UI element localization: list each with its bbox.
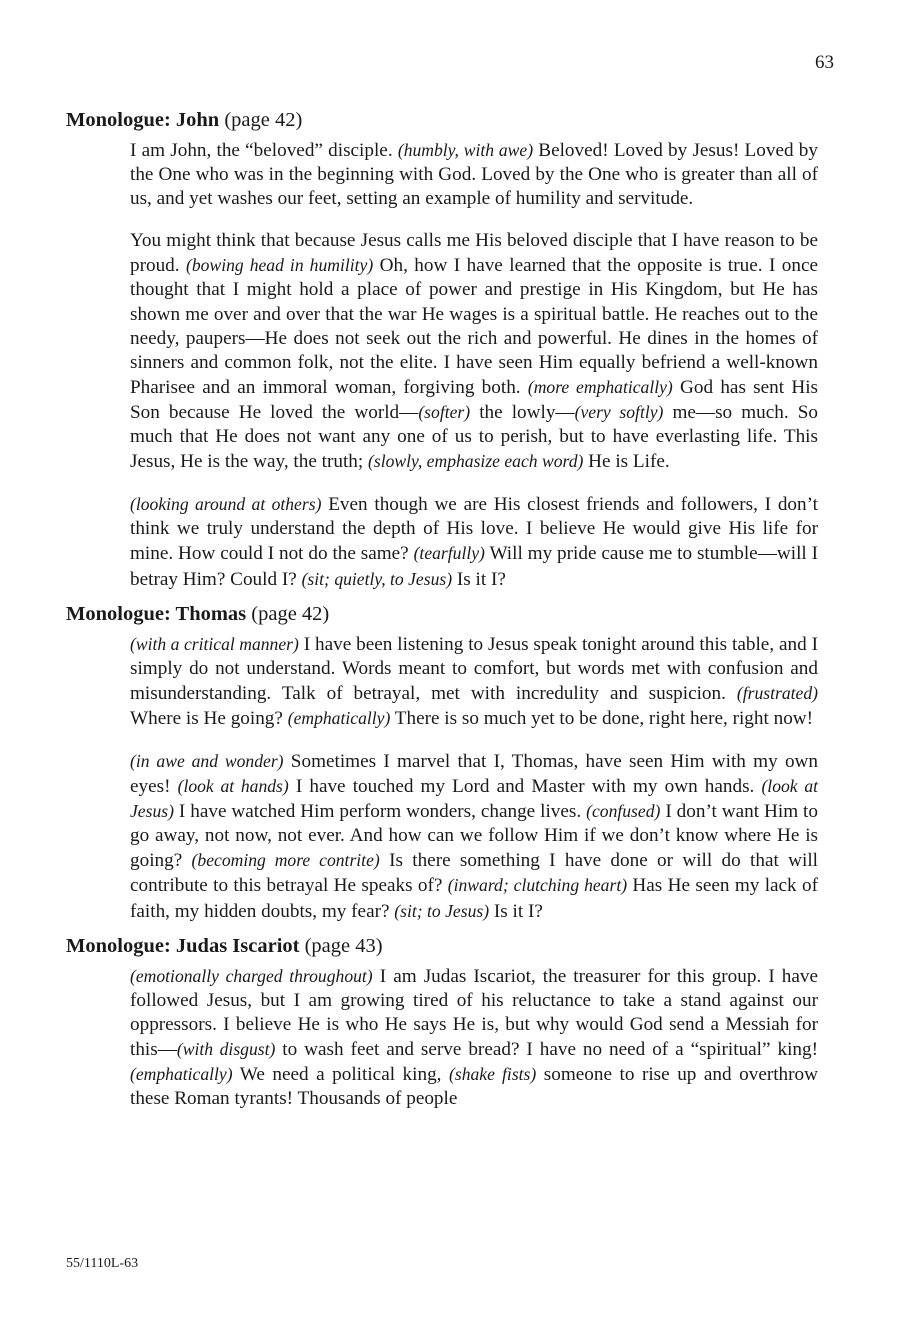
spoken-text: Is there something I have done or will do that will contribute to this betrayal He speaks of? bbox=[130, 850, 818, 897]
monologue-paragraph bbox=[130, 964, 818, 1112]
spoken-text: Will my pride cause me to stumble—will I betray Him? Could I? bbox=[130, 543, 819, 590]
monologue-content bbox=[66, 108, 820, 1121]
spoken-text: Has He seen my lack of faith, my hidden doubts, my fear? bbox=[130, 875, 818, 922]
stage-direction: (bowing head in humility) bbox=[186, 255, 374, 276]
spoken-text: I don’t want Him to go away, not now, not ever. And how can we follow Him if we don’t know where He is going? bbox=[130, 801, 818, 872]
spoken-text: There is so much yet to be done, right here, right now! bbox=[390, 707, 814, 729]
spoken-text: I have watched Him perform wonders, change lives. bbox=[173, 801, 587, 823]
spoken-text: I have been listening to Jesus speak tonight around this table, and I simply do not understand. Words meant to comfort, but words met with confusion and misunderstanding. Talk of betrayal, met with incredulity and suspicion. bbox=[130, 633, 818, 704]
stage-direction: (confused) bbox=[586, 801, 661, 822]
stage-direction: (tearfully) bbox=[413, 543, 485, 564]
stage-direction: (with disgust) bbox=[176, 1038, 276, 1059]
spoken-text: Even though we are His closest friends and followers, I don’t think we truly understand the depth of His love. I believe He would give His life for mine. How could I not do the same? bbox=[130, 494, 818, 565]
monologue-paragraph bbox=[130, 138, 818, 211]
spoken-text: Oh, how I have learned that the opposite is true. I once thought that I might hold a place of power and prestige in His Kingdom, but He has shown me over and over that the war He wages is a spiritual battle. He reaches out to the needy, paupers—He does not seek out the rich and powerful. He dines in the homes of sinners and common folk, not the elite. I have seen Him equally befriend a well-known Pharisee and an immoral woman, forgiving both. bbox=[130, 255, 818, 398]
stage-direction: (sit; quietly, to Jesus) bbox=[301, 568, 453, 589]
stage-direction: (with a critical manner) bbox=[130, 633, 299, 654]
monologue-character-name: Monologue: John bbox=[66, 109, 220, 131]
stage-direction: (look at hands) bbox=[177, 776, 289, 797]
spoken-text: someone to rise up and overthrow these Roman tyrants! Thousands of people bbox=[130, 1064, 818, 1110]
stage-direction: (emotionally charged throughout) bbox=[130, 965, 373, 986]
stage-direction: (in awe and wonder) bbox=[130, 750, 284, 771]
spoken-text: Where is He going? bbox=[130, 707, 288, 729]
spoken-text: You might think that because Jesus calls me His beloved disciple that I have reason to be proud. bbox=[130, 230, 818, 277]
stage-direction: (more emphatically) bbox=[527, 376, 673, 397]
monologue-heading bbox=[66, 108, 820, 132]
stage-direction: (softer) bbox=[418, 401, 471, 422]
spoken-text: I am John, the “beloved” disciple. bbox=[130, 140, 398, 161]
stage-direction: (sit; to Jesus) bbox=[394, 900, 490, 921]
spoken-text: to wash feet and serve bread? I have no need of a “spiritual” king! bbox=[275, 1038, 818, 1060]
monologue-paragraph bbox=[130, 749, 818, 924]
spoken-text: Sometimes I marvel that I, Thomas, have seen Him with my own eyes! bbox=[130, 750, 818, 798]
stage-direction: (emphatically) bbox=[130, 1064, 233, 1084]
spoken-text: the lowly— bbox=[470, 401, 575, 423]
stage-direction: (slowly, emphasize each word) bbox=[368, 451, 584, 472]
monologue-paragraph bbox=[130, 632, 818, 731]
spoken-text: Is it I? bbox=[489, 900, 543, 922]
monologue-page-reference: (page 43) bbox=[299, 934, 383, 957]
monologue-page-reference: (page 42) bbox=[246, 602, 330, 625]
monologue-page-reference: (page 42) bbox=[219, 109, 303, 131]
spoken-text: Beloved! Loved by Jesus! Loved by the One who was in the beginning with God. Loved by the One who is greater than all of us, and yet washes our feet, setting an example of humility and servitude. bbox=[130, 140, 818, 210]
stage-direction: (frustrated) bbox=[736, 682, 818, 703]
spoken-text: We need a political king, bbox=[232, 1064, 449, 1085]
stage-direction: (shake fists) bbox=[449, 1064, 537, 1084]
spoken-text: He is Life. bbox=[583, 451, 670, 473]
monologue-section bbox=[66, 108, 820, 592]
spoken-text: I am Judas Iscariot, the treasurer for this group. I have followed Jesus, but I am growing tired of his reluctance to take a stand against our oppressors. I believe He is who He says He is, but why would God send a Messiah for this— bbox=[130, 965, 818, 1060]
stage-direction: (look at Jesus) bbox=[130, 776, 818, 822]
monologue-character-name: Monologue: Judas Iscariot bbox=[66, 934, 300, 957]
spoken-text: God has sent His Son because He loved the world— bbox=[130, 376, 818, 423]
monologue-paragraph bbox=[130, 492, 818, 591]
monologue-paragraph bbox=[130, 229, 818, 474]
stage-direction: (inward; clutching heart) bbox=[447, 875, 628, 896]
page-number: 63 bbox=[815, 52, 834, 73]
spoken-text: I have touched my Lord and Master with my own hands. bbox=[288, 776, 762, 798]
spoken-text: me—so much. So much that He does not want any one of us to perish, but to have everlasting life. This Jesus, He is the way, the truth; bbox=[130, 401, 818, 473]
stage-direction: (looking around at others) bbox=[130, 494, 322, 515]
monologue-character-name: Monologue: Thomas bbox=[66, 602, 247, 625]
monologue-section bbox=[66, 602, 820, 924]
spoken-text: Is it I? bbox=[452, 568, 506, 590]
footer-code: 55/1110L-63 bbox=[66, 1256, 139, 1271]
stage-direction: (emphatically) bbox=[287, 707, 391, 728]
stage-direction: (becoming more contrite) bbox=[191, 850, 380, 871]
monologue-heading bbox=[66, 602, 820, 626]
stage-direction: (very softly) bbox=[574, 401, 664, 422]
monologue-section bbox=[66, 934, 820, 1112]
monologue-heading bbox=[66, 934, 820, 958]
stage-direction: (humbly, with awe) bbox=[397, 140, 534, 160]
